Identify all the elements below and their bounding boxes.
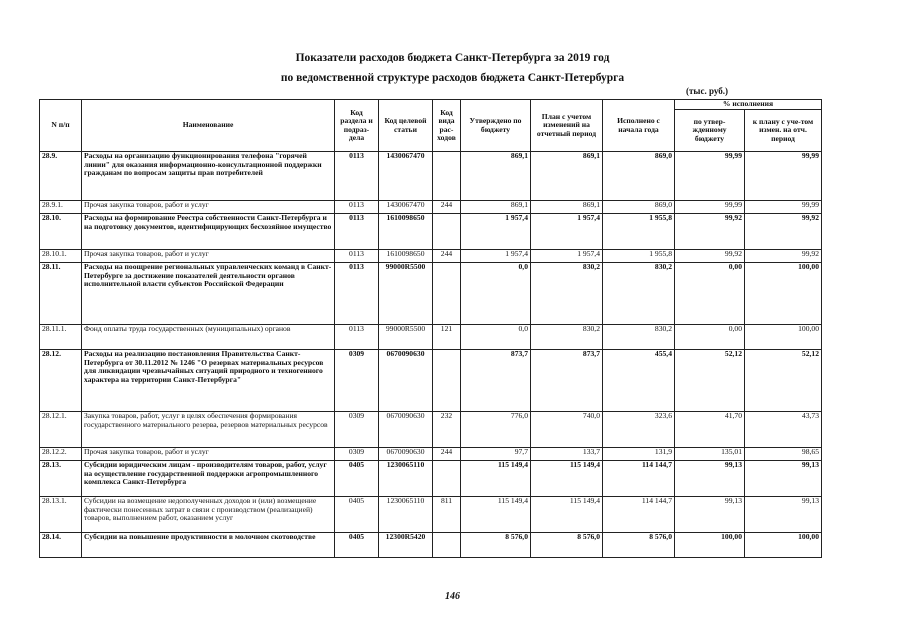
row-section-code: 0405 xyxy=(335,461,379,497)
row-plan: 873,7 xyxy=(531,350,603,412)
row-section-code: 0405 xyxy=(335,497,379,533)
table-row xyxy=(40,448,822,461)
row-approved: 97,7 xyxy=(461,448,531,461)
row-executed: 869,0 xyxy=(603,152,675,201)
row-executed: 131,9 xyxy=(603,448,675,461)
row-plan: 740,0 xyxy=(531,412,603,448)
row-pct-plan: 100,00 xyxy=(745,263,822,325)
row-name: Прочая закупка товаров, работ и услуг xyxy=(82,201,335,214)
row-approved: 869,1 xyxy=(461,201,531,214)
row-target-code: 1430067470 xyxy=(379,152,433,201)
table-body xyxy=(40,152,822,558)
table-row xyxy=(40,214,822,250)
row-pct-approved: 52,12 xyxy=(675,350,745,412)
row-executed: 323,6 xyxy=(603,412,675,448)
row-pct-plan: 99,99 xyxy=(745,152,822,201)
row-plan: 133,7 xyxy=(531,448,603,461)
row-plan: 8 576,0 xyxy=(531,533,603,558)
row-name: Субсидии на возмещение недополученных доходов и (или) возмещение фактически понесенных затрат в связи с производством (реализацией) товаров, выполнением работ, оказанием услуг xyxy=(82,497,335,533)
row-pct-plan: 99,92 xyxy=(745,214,822,250)
title-line-1: Показатели расходов бюджета Санкт-Петербурга за 2019 год xyxy=(295,52,610,64)
row-executed: 869,0 xyxy=(603,201,675,214)
row-target-code: 1610098650 xyxy=(379,214,433,250)
row-approved: 115 149,4 xyxy=(461,497,531,533)
row-type-code xyxy=(433,461,461,497)
row-plan: 869,1 xyxy=(531,152,603,201)
row-type-code xyxy=(433,214,461,250)
row-name: Расходы на реализацию постановления Правительства Санкт-Петербурга от 30.11.2012 № 1246 "О резервах материальных ресурсов для ликвидации чрезвычайных ситуаций природного и техногенного характера на территории Санкт-Петербурга" xyxy=(82,350,335,412)
row-pct-plan: 99,99 xyxy=(745,201,822,214)
row-type-code xyxy=(433,350,461,412)
row-type-code xyxy=(433,152,461,201)
header-target-code: Код целевой статьи xyxy=(379,100,433,152)
row-plan: 1 957,4 xyxy=(531,250,603,263)
row-name: Субсидии на повышение продуктивности в молочном скотоводстве xyxy=(82,533,335,558)
row-executed: 1 955,8 xyxy=(603,214,675,250)
row-name: Фонд оплаты труда государственных (муниципальных) органов xyxy=(82,325,335,350)
row-target-code: 99000R5500 xyxy=(379,325,433,350)
row-approved: 1 957,4 xyxy=(461,250,531,263)
row-approved: 873,7 xyxy=(461,350,531,412)
table-row xyxy=(40,497,822,533)
row-executed: 455,4 xyxy=(603,350,675,412)
row-pct-approved: 99,13 xyxy=(675,461,745,497)
row-type-code: 244 xyxy=(433,448,461,461)
row-pct-approved: 41,70 xyxy=(675,412,745,448)
header-plan: План с учетом изменений на отчетный период xyxy=(531,100,603,152)
page-number: 146 xyxy=(445,591,460,602)
row-num: 28.10. xyxy=(40,214,82,250)
row-section-code: 0113 xyxy=(335,263,379,325)
header-pct-plan: к плану с уче-том измен. на отч. период xyxy=(745,110,822,152)
row-target-code: 1230065110 xyxy=(379,461,433,497)
row-num: 28.11. xyxy=(40,263,82,325)
header-name: Наименование xyxy=(82,100,335,152)
row-section-code: 0113 xyxy=(335,325,379,350)
row-pct-approved: 100,00 xyxy=(675,533,745,558)
header-approved: Утверждено по бюджету xyxy=(461,100,531,152)
row-num: 28.12. xyxy=(40,350,82,412)
document-title xyxy=(0,48,905,88)
table-row xyxy=(40,533,822,558)
table-row xyxy=(40,461,822,497)
row-pct-approved: 99,92 xyxy=(675,214,745,250)
row-section-code: 0113 xyxy=(335,152,379,201)
row-approved: 115 149,4 xyxy=(461,461,531,497)
row-name: Расходы на формирование Реестра собственности Санкт-Петербурга и на подготовку документов, идентифицирующих бесхозяйное имущество xyxy=(82,214,335,250)
row-pct-approved: 99,13 xyxy=(675,497,745,533)
row-executed: 114 144,7 xyxy=(603,497,675,533)
row-pct-plan: 99,13 xyxy=(745,461,822,497)
table-row xyxy=(40,250,822,263)
row-section-code: 0113 xyxy=(335,201,379,214)
row-section-code: 0113 xyxy=(335,250,379,263)
row-num: 28.10.1. xyxy=(40,250,82,263)
row-approved: 776,0 xyxy=(461,412,531,448)
row-target-code: 0670090630 xyxy=(379,412,433,448)
row-type-code xyxy=(433,533,461,558)
row-executed: 830,2 xyxy=(603,325,675,350)
row-name: Прочая закупка товаров, работ и услуг xyxy=(82,250,335,263)
row-target-code: 12300R5420 xyxy=(379,533,433,558)
row-type-code: 244 xyxy=(433,250,461,263)
row-type-code: 811 xyxy=(433,497,461,533)
budget-table xyxy=(39,99,822,558)
row-target-code: 1610098650 xyxy=(379,250,433,263)
table-header xyxy=(40,100,822,152)
row-num: 28.13.1. xyxy=(40,497,82,533)
row-name: Прочая закупка товаров, работ и услуг xyxy=(82,448,335,461)
row-type-code: 244 xyxy=(433,201,461,214)
row-executed: 1 955,8 xyxy=(603,250,675,263)
table-row xyxy=(40,263,822,325)
row-pct-plan: 52,12 xyxy=(745,350,822,412)
row-plan: 115 149,4 xyxy=(531,461,603,497)
row-num: 28.14. xyxy=(40,533,82,558)
row-type-code xyxy=(433,263,461,325)
header-percent-group: % исполнения xyxy=(675,100,822,110)
header-num: N п/п xyxy=(40,100,82,152)
row-num: 28.9.1. xyxy=(40,201,82,214)
row-num: 28.13. xyxy=(40,461,82,497)
row-pct-plan: 99,92 xyxy=(745,250,822,263)
row-approved: 8 576,0 xyxy=(461,533,531,558)
table-row xyxy=(40,350,822,412)
row-name: Расходы на организацию функционирования телефона "горячей линии" для оказания информационно-консультационной поддержки гражданам по вопросам защиты прав потребителей xyxy=(82,152,335,201)
header-pct-approved: по утвер-жденному бюджету xyxy=(675,110,745,152)
table-row xyxy=(40,325,822,350)
row-num: 28.11.1. xyxy=(40,325,82,350)
row-approved: 1 957,4 xyxy=(461,214,531,250)
row-section-code: 0113 xyxy=(335,214,379,250)
title-line-2: по ведомственной структуре расходов бюджета Санкт-Петербурга xyxy=(280,72,625,84)
row-pct-plan: 100,00 xyxy=(745,325,822,350)
row-pct-plan: 43,73 xyxy=(745,412,822,448)
row-num: 28.9. xyxy=(40,152,82,201)
row-approved: 0,0 xyxy=(461,325,531,350)
row-num: 28.12.1. xyxy=(40,412,82,448)
row-type-code: 121 xyxy=(433,325,461,350)
row-plan: 830,2 xyxy=(531,325,603,350)
row-plan: 1 957,4 xyxy=(531,214,603,250)
row-approved: 0,0 xyxy=(461,263,531,325)
table-row xyxy=(40,152,822,201)
row-pct-approved: 135,01 xyxy=(675,448,745,461)
header-section-code: Код раздела и подраз-дела xyxy=(335,100,379,152)
row-executed: 830,2 xyxy=(603,263,675,325)
table-row xyxy=(40,201,822,214)
row-pct-approved: 99,92 xyxy=(675,250,745,263)
row-plan: 869,1 xyxy=(531,201,603,214)
row-section-code: 0309 xyxy=(335,448,379,461)
row-target-code: 0670090630 xyxy=(379,350,433,412)
row-pct-approved: 99,99 xyxy=(675,201,745,214)
row-target-code: 99000R5500 xyxy=(379,263,433,325)
row-pct-approved: 0,00 xyxy=(675,263,745,325)
header-type-code: Код вида рас-ходов xyxy=(433,100,461,152)
row-pct-plan: 99,13 xyxy=(745,497,822,533)
row-target-code: 1430067470 xyxy=(379,201,433,214)
row-target-code: 0670090630 xyxy=(379,448,433,461)
row-plan: 115 149,4 xyxy=(531,497,603,533)
row-section-code: 0405 xyxy=(335,533,379,558)
row-num: 28.12.2. xyxy=(40,448,82,461)
row-pct-approved: 0,00 xyxy=(675,325,745,350)
row-type-code: 232 xyxy=(433,412,461,448)
units-label: (тыс. руб.) xyxy=(686,86,728,96)
row-pct-plan: 100,00 xyxy=(745,533,822,558)
row-section-code: 0309 xyxy=(335,350,379,412)
row-executed: 114 144,7 xyxy=(603,461,675,497)
row-name: Субсидии юридическим лицам - производителям товаров, работ, услуг на осуществление государственной поддержки агропромышленного комплекса Санкт-Петербурга xyxy=(82,461,335,497)
row-executed: 8 576,0 xyxy=(603,533,675,558)
row-approved: 869,1 xyxy=(461,152,531,201)
row-pct-approved: 99,99 xyxy=(675,152,745,201)
table-row xyxy=(40,412,822,448)
row-target-code: 1230065110 xyxy=(379,497,433,533)
row-name: Закупка товаров, работ, услуг в целях обеспечения формирования государственного материального резерва, резервов материальных ресурсов xyxy=(82,412,335,448)
row-pct-plan: 98,65 xyxy=(745,448,822,461)
row-section-code: 0309 xyxy=(335,412,379,448)
row-name: Расходы на поощрение региональных управленческих команд в Санкт-Петербурге за достижение показателей деятельности органов исполнительной власти субъектов Российской Федерации xyxy=(82,263,335,325)
header-executed: Исполнено с начала года xyxy=(603,100,675,152)
row-plan: 830,2 xyxy=(531,263,603,325)
